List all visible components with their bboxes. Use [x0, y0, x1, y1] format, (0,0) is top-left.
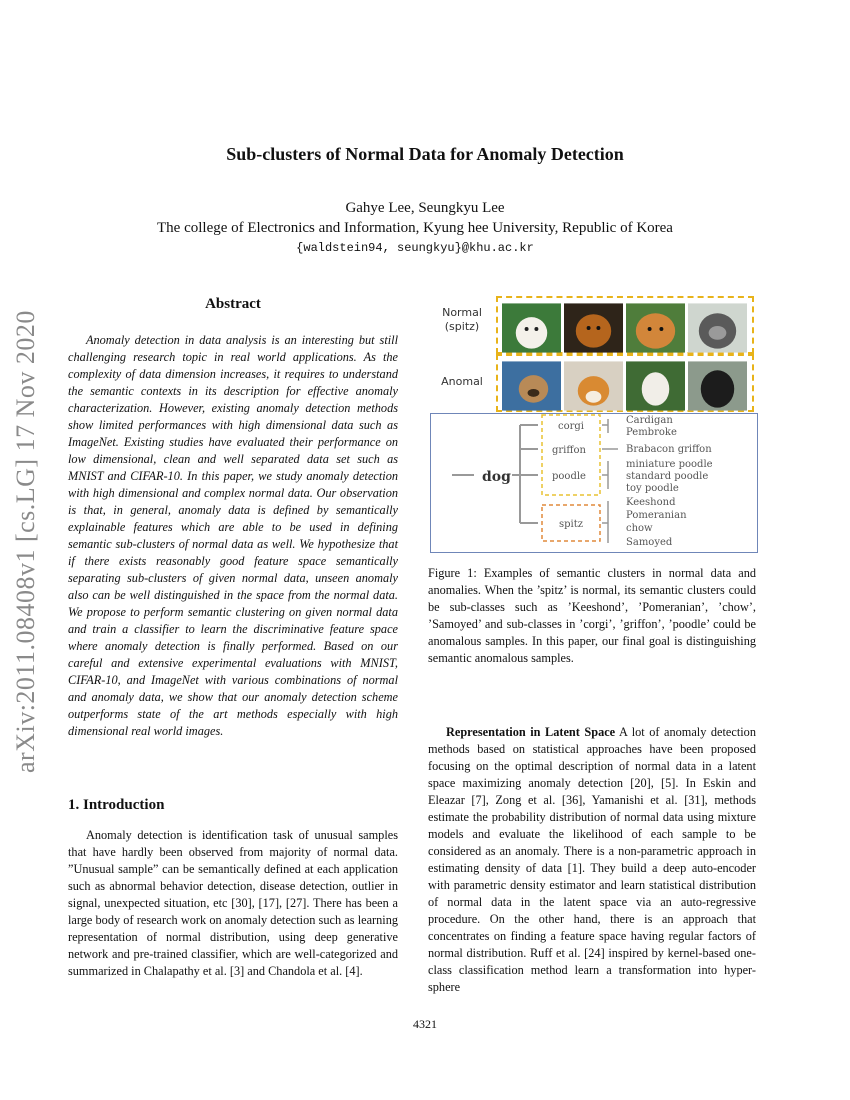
figure-normal-label [432, 306, 492, 334]
leaf-pomeranian: Pomeranian [626, 510, 687, 521]
leaf-brabacon-griffon: Brabacon griffon [626, 444, 712, 455]
tree-root: dog [482, 469, 511, 485]
photo-corgi [564, 361, 623, 411]
group-poodle: poodle [552, 471, 586, 482]
photo-samoyed [502, 303, 561, 353]
intro-text: Anomaly detection is identification task of unusual samples that have hardly been observed from majority of normal data. ”Unusual sample” can be semantically defined at each application such as abnormal behavior detection, disease detection, outlier in signal, unexpected situation, etc [30], [17], [27]. There has been a large body of research work on anomaly detection such as learning representation of normal distribution, using deep generative network and pre-trained classifier, which are well-categorized and summarized in Chalapathy et al. [3] and Chandola et al. [4]. [68, 828, 398, 978]
leaf-miniature-poodle: miniature poodle [626, 459, 713, 470]
normal-label: Normal [442, 306, 482, 319]
leaf-samoyed: Samoyed [626, 537, 673, 548]
abstract-text: Anomaly detection in data analysis is an interesting but still challenging research topic in real world applications. As the complexity of data dimension increases, it requires to understand the semantic contexts in its description for effective anomaly characterization. However, existing anomaly detection methods show limited performances with high dimensional data such as ImageNet. Existing studies have evaluated their performance on low dimensional, clean and well separated data set such as MNIST and CIFAR-10. In this paper, we study anomaly detection with high dimensional and complex normal data. Our observation is that, in general, anomaly data is defined by semantically explainable features which are able to be used in defining semantic sub-clusters of normal data as well. We hypothesize that if there exists reasonably good feature space semantically separating sub-clusters of given normal data, unseen anomaly also can be well distinguished in the space from the normal data. We propose to perform semantic clustering on given normal data and train a classifier to learn the discriminative feature space where anomaly detection is finally performed. Based on our careful and extensive experimental evaluations with MNIST, CIFAR-10, and ImageNet with various combinations of normal and anomaly data, we show that our anomaly detection scheme outperforms state of the art methods especially with high dimensional real world images. [68, 333, 398, 738]
group-griffon: griffon [552, 445, 586, 456]
leaf-keeshond: Keeshond [626, 497, 676, 508]
authors: Gahye Lee, Seungkyu Lee [345, 200, 505, 216]
photo-chow [626, 303, 685, 353]
normal-sub-label: (spitz) [444, 320, 480, 333]
leaf-cardigan: Cardigan [626, 415, 673, 426]
abstract-heading: Abstract [205, 296, 261, 312]
latent-paragraph [428, 724, 756, 996]
affiliation: The college of Electronics and Information, Kyung hee University, Republic of Korea [157, 220, 673, 236]
group-spitz: spitz [559, 519, 584, 530]
leaf-toy-poodle: toy poodle [626, 483, 679, 494]
leaf-standard-poodle: standard poodle [626, 471, 709, 482]
photo-pug [502, 361, 561, 411]
page-number: 4321 [413, 1017, 437, 1031]
figure-caption: Figure 1: Examples of semantic clusters in normal data and anomalies. When the ’spitz’ is normal, its semantic clusters could be sub-classes such as ’Keeshond’, ’Pomeranian’, ’chow’, ’Samoyed’ and sub-classes in ’corgi’, ’griffon’, ’poodle’ could be anomalous samples. In this paper, our final goal is distinguishing semantic anomalous samples. [428, 566, 756, 665]
leaf-chow: chow [626, 523, 653, 534]
email: {waldstein94, seungkyu}@khu.ac.kr [296, 241, 534, 255]
arxiv-stamp: arXiv:2011.08408v1 [cs.LG] 17 Nov 2020 [11, 310, 40, 774]
latent-text: A lot of anomaly detection methods based on statistical approaches have been proposed focusing on the optimal description of normal data in a latent space maximizing anomaly detection [20], [5]. In Eskin and Eleazar [7], Zong et al. [36], Yamanishi et al. [31], methods estimate the probability distribution of normal data using mixture models and evaluate the likelihood of each sample to be considered as an anomaly. There is a non-parametric approach in estimating density of data [1]. They build a deep auto-encoder with parametric density estimator and learn statistical distribution of normal data in the latent space via an auto-regressive procedure. On the other hand, there is an approach that concentrates on finding a feature space having regular factors of normal distribution. Ruff et al. [24] inspired by kernel-based one-class classification method learn a transformation into hyper-sphere [428, 725, 756, 994]
taxonomy-tree [430, 413, 758, 553]
tree-frame [431, 414, 758, 553]
photo-poodle-white [626, 361, 685, 411]
photo-keeshond [688, 303, 747, 353]
normal-photo-row [496, 296, 754, 354]
leaf-pembroke: Pembroke [626, 427, 677, 438]
photo-poodle-black [688, 361, 747, 411]
figure-anomal-label: Anomal [441, 375, 483, 388]
photo-pomeranian [564, 303, 623, 353]
group-corgi: corgi [558, 421, 585, 432]
anomal-photo-row [496, 354, 754, 412]
latent-heading: Representation in Latent Space [446, 725, 616, 739]
paper-title: Sub-clusters of Normal Data for Anomaly Detection [226, 144, 624, 164]
intro-heading: 1. Introduction [68, 797, 165, 813]
